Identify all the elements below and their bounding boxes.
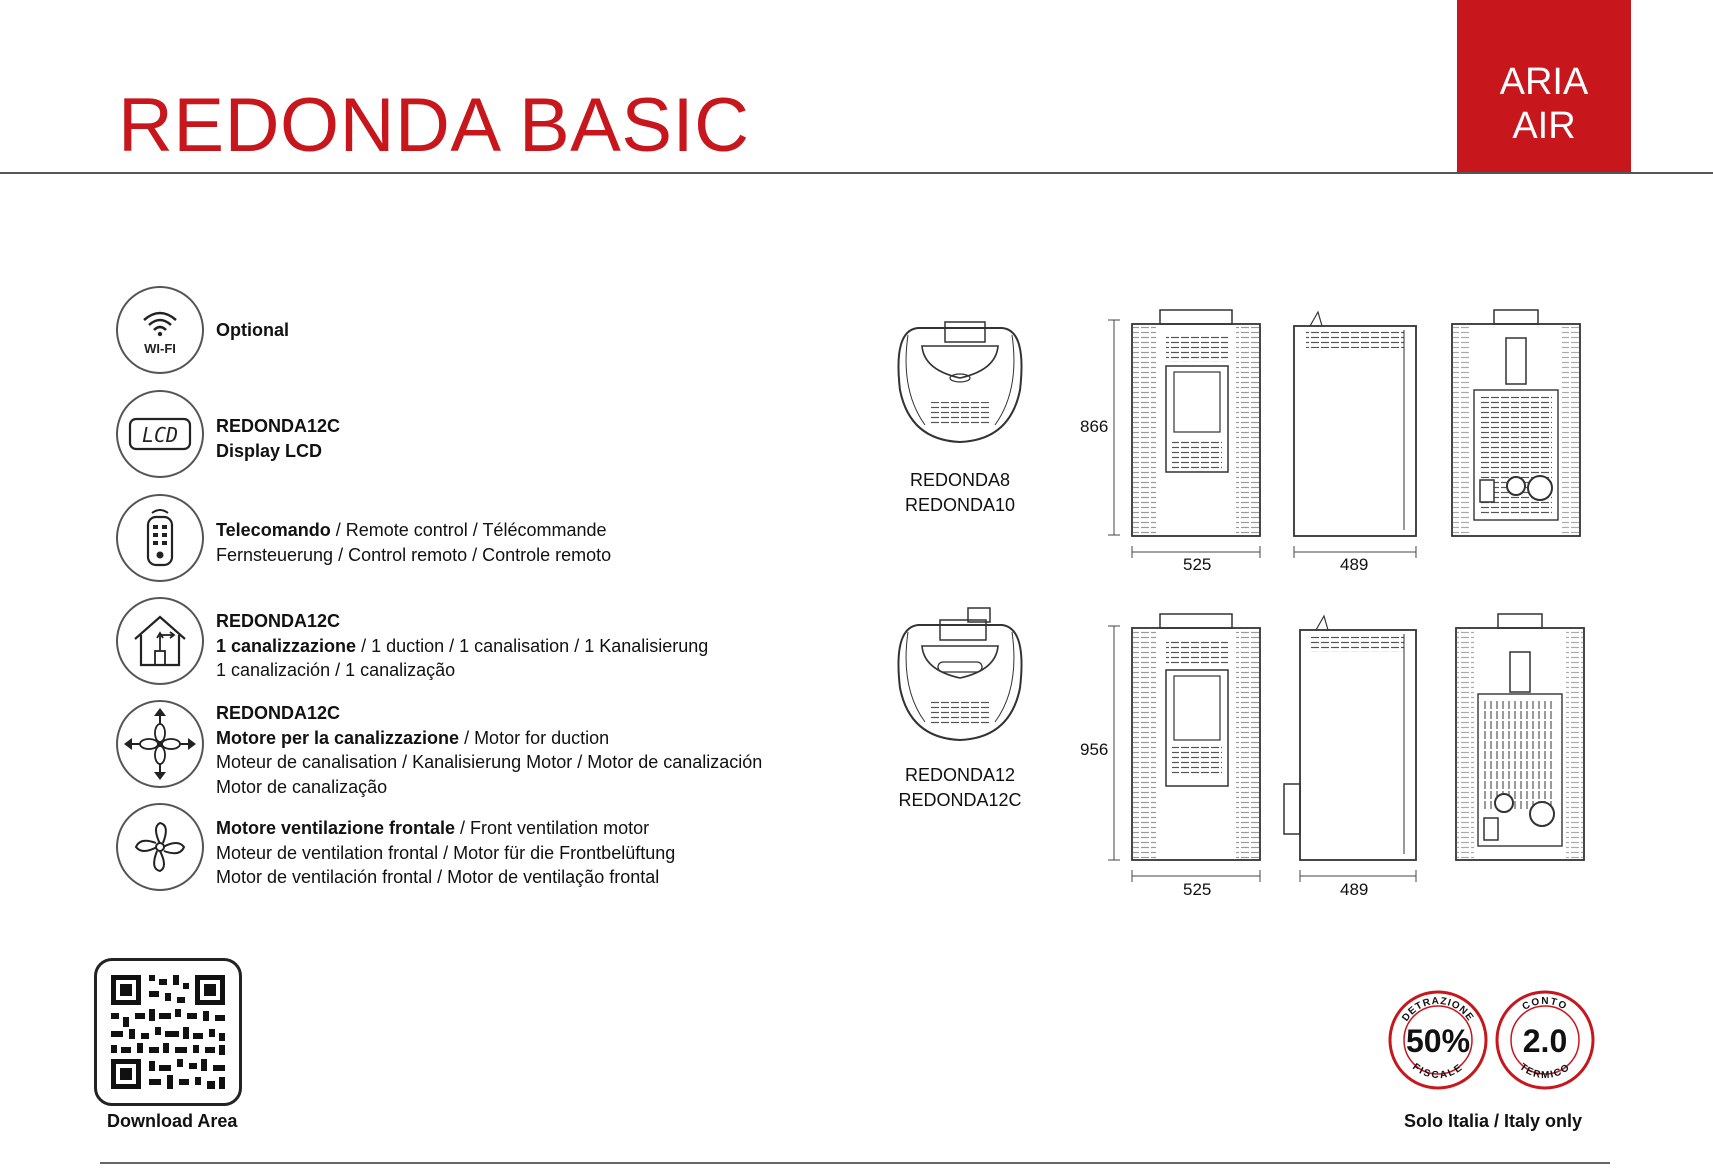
back-view-drawing-2 xyxy=(1456,614,1584,860)
download-area-label: Download Area xyxy=(107,1111,238,1131)
wifi-icon xyxy=(116,286,204,374)
conto-termico-seal xyxy=(1494,989,1596,1091)
qr-code-frame[interactable] xyxy=(94,958,242,1106)
dimension-depth-top: 489 xyxy=(1340,555,1369,574)
dimension-width-top: 525 xyxy=(1183,555,1212,574)
qr-code-icon xyxy=(97,961,239,1103)
ducting-house-icon xyxy=(116,597,204,685)
top-view-drawing-2 xyxy=(898,608,1021,740)
top-view-drawing-1 xyxy=(898,322,1021,442)
lcd-icon-label: LCD xyxy=(141,423,179,447)
badge-line-1: ARIA xyxy=(1499,61,1589,103)
footer-divider xyxy=(100,1162,1610,1164)
remote-control-icon xyxy=(116,494,204,582)
feature-text: Optional xyxy=(216,320,289,340)
svg-text:TERMICO: TERMICO xyxy=(1517,1061,1573,1082)
front-view-drawing-2 xyxy=(1108,614,1260,882)
svg-text:CONTO: CONTO xyxy=(1520,995,1570,1013)
svg-text:50%: 50% xyxy=(1405,1023,1471,1059)
feature-text: REDONDA12C 1 canalizzazione / 1 duction / 1 canalisation / 1 Kanalisierung 1 canalización / 1 canalização xyxy=(216,611,709,680)
italy-only-label: Solo Italia / Italy only xyxy=(1404,1111,1583,1131)
front-view-drawing-1 xyxy=(1108,310,1260,558)
svg-text:DETRAZIONE: DETRAZIONE xyxy=(1400,995,1476,1024)
dimension-depth-bottom: 489 xyxy=(1340,880,1369,899)
side-view-drawing-2 xyxy=(1284,616,1416,882)
category-badge xyxy=(1457,0,1631,173)
dimension-height-top: 866 xyxy=(1080,417,1109,436)
model-label-top: REDONDA8 REDONDA10 xyxy=(904,470,1016,515)
duct-motor-icon xyxy=(116,700,204,788)
side-view-drawing-1 xyxy=(1294,312,1416,558)
feature-text: REDONDA12C Display LCD xyxy=(216,416,341,461)
fan-icon xyxy=(116,803,204,891)
feature-text: Telecomando / Remote control / Télécommande Fernsteuerung / Control remoto / Controle remoto xyxy=(216,520,612,565)
svg-text:2.0: 2.0 xyxy=(1522,1023,1568,1059)
lcd-icon xyxy=(116,390,204,478)
feature-text: REDONDA12C Motore per la canalizzazione / Motor for duction Moteur de canalisation / Kanalisierung Motor / Motor de canalización Motor de canalização xyxy=(216,703,763,797)
badge-line-2: AIR xyxy=(1512,105,1576,147)
model-label-bottom: REDONDA12 REDONDA12C xyxy=(898,765,1022,810)
wifi-icon-label: WI-FI xyxy=(144,341,176,356)
tax-deduction-seal xyxy=(1387,989,1489,1091)
svg-text:FISCALE: FISCALE xyxy=(1410,1061,1466,1082)
back-view-drawing-1 xyxy=(1452,310,1580,536)
page-title: REDONDA BASIC xyxy=(118,83,750,168)
header-divider xyxy=(0,172,1713,174)
dimension-height-bottom: 956 xyxy=(1080,740,1109,759)
dimension-width-bottom: 525 xyxy=(1183,880,1212,899)
feature-text: Motore ventilazione frontale / Front ventilation motor Moteur de ventilation frontal / Motor für die Frontbelüftung Motor de ventilación frontal / Motor de ventilação frontal xyxy=(216,818,676,887)
